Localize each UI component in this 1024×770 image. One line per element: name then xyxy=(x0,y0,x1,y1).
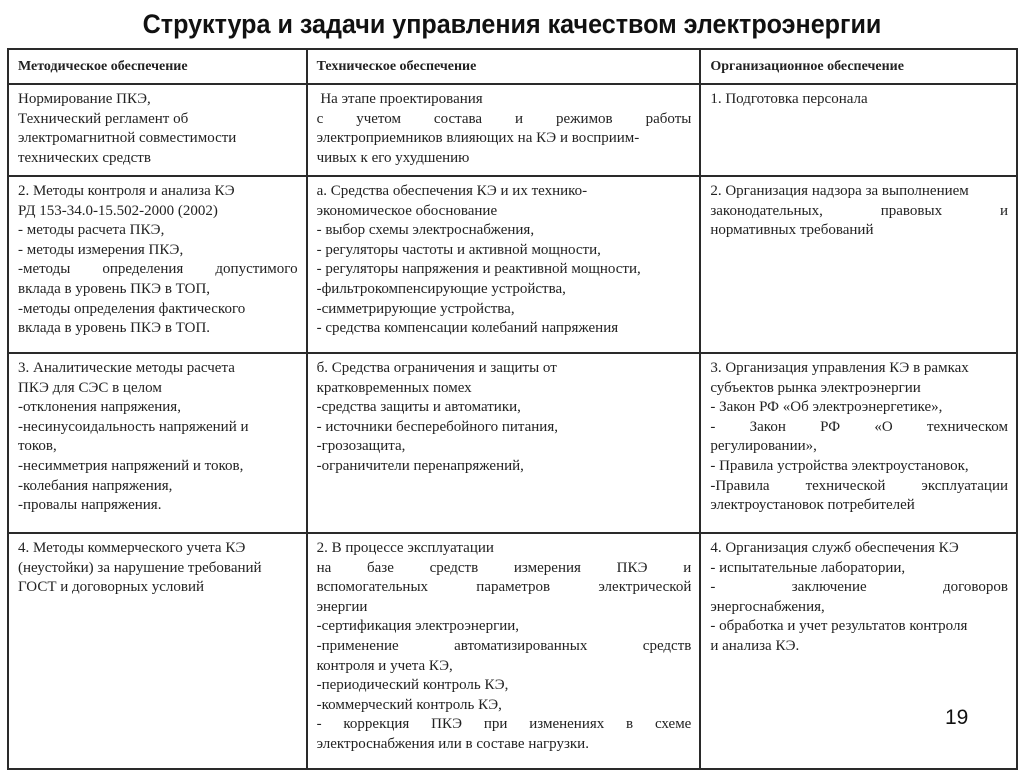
cell-line: ПКЭ для СЭС в целом xyxy=(18,379,162,396)
cell-line: - выбор схемы электроснабжения, xyxy=(316,222,535,239)
table-row xyxy=(8,176,1017,353)
header-label: Организационное обеспечение xyxy=(710,58,904,74)
cell-line: энергии xyxy=(316,598,368,615)
cell-line: 3. Аналитические методы расчета xyxy=(18,360,235,376)
cell-line: Технический регламент об xyxy=(18,110,189,127)
table-row xyxy=(8,84,1017,176)
page-number: 19 xyxy=(945,706,969,729)
cell-line: на базе средств измерения ПКЭ и xyxy=(316,559,692,576)
cell-line: 3. Организация управления КЭ в рамках xyxy=(710,360,969,376)
table-row xyxy=(8,533,1017,769)
header-label: Техническое обеспечение xyxy=(316,58,477,74)
cell-organizational xyxy=(700,84,1017,176)
cell-technical xyxy=(307,533,701,769)
cell-line: -грозозащита, xyxy=(316,438,406,455)
cell-line: регулировании», xyxy=(710,438,817,455)
cell-line: -средства защиты и автоматики, xyxy=(316,399,521,416)
cell-methodical xyxy=(8,84,307,176)
cell-line: б. Средства ограничения и защиты от xyxy=(316,360,557,376)
cell-line: вспомогательных параметров электрической xyxy=(316,579,692,596)
cell-line: -отклонения напряжения, xyxy=(18,399,181,416)
cell-line: - испытательные лаборатории, xyxy=(710,559,906,576)
cell-line: ГОСТ и договорных условий xyxy=(18,579,205,596)
cell-line: чивых к его ухудшению xyxy=(316,149,470,166)
cell-line: - регуляторы частоты и активной мощности, xyxy=(316,241,601,258)
cell-line: -применение автоматизированных средств xyxy=(316,637,692,654)
table-row xyxy=(8,353,1017,533)
cell-line: -несимметрия напряжений и токов, xyxy=(18,457,244,474)
cell-line: 4. Организация служб обеспечения КЭ xyxy=(710,540,959,556)
cell-line: РД 153-34.0-15.502-2000 (2002) xyxy=(18,202,218,219)
cell-line: - коррекция ПКЭ при изменениях в схеме xyxy=(316,716,692,733)
header-methodical xyxy=(8,49,307,84)
cell-organizational xyxy=(700,353,1017,533)
cell-line: - обработка и учет результатов контроля xyxy=(710,618,968,635)
cell-line: субъектов рынка электроэнергии xyxy=(710,379,921,396)
cell-line: -методы определения допустимого xyxy=(18,261,298,278)
cell-line: -коммерческий контроль КЭ, xyxy=(316,696,502,713)
cell-line: - источники бесперебойного питания, xyxy=(316,418,558,435)
cell-line: энергоснабжения, xyxy=(710,598,825,615)
header-technical xyxy=(307,49,701,84)
cell-line: кратковременных помех xyxy=(316,379,472,396)
cell-line: (неустойки) за нарушение требований xyxy=(18,559,262,576)
cell-line: токов, xyxy=(18,438,57,455)
cell-methodical xyxy=(8,353,307,533)
cell-line: электроустановок потребителей xyxy=(710,497,915,514)
cell-line: 2. Организация надзора за выполнением xyxy=(710,183,969,199)
cell-methodical xyxy=(8,176,307,353)
cell-organizational xyxy=(700,533,1017,769)
cell-line: -провалы напряжения. xyxy=(18,497,162,514)
table-header-row xyxy=(8,49,1017,84)
cell-line: электромагнитной совместимости xyxy=(18,130,237,147)
cell-line: На этапе проектирования xyxy=(316,91,483,107)
cell-technical xyxy=(307,84,701,176)
cell-line: - средства компенсации колебаний напряжения xyxy=(316,320,619,337)
cell-line: нормативных требований xyxy=(710,222,874,239)
cell-line: - регуляторы напряжения и реактивной мощности, xyxy=(316,261,641,278)
cell-line: 1. Подготовка персонала xyxy=(710,91,868,107)
cell-line: электроприемников влияющих на КЭ и восприим- xyxy=(316,130,640,147)
cell-line: вклада в уровень ПКЭ в ТОП, xyxy=(18,280,211,297)
header-label: Методическое обеспечение xyxy=(18,58,188,74)
cell-line: -ограничители перенапряжений, xyxy=(316,457,524,474)
cell-line: -сертификация электроэнергии, xyxy=(316,618,520,635)
cell-line: Нормирование ПКЭ, xyxy=(18,91,151,107)
cell-line: 2. В процессе эксплуатации xyxy=(316,540,494,556)
cell-line: 2. Методы контроля и анализа КЭ xyxy=(18,183,235,199)
cell-line: - Правила устройства электроустановок, xyxy=(710,457,969,474)
cell-line: электроснабжения или в составе нагрузки. xyxy=(316,735,589,752)
quality-structure-table xyxy=(7,48,1018,770)
cell-line: - Закон РФ «О техническом xyxy=(710,418,1008,435)
cell-methodical xyxy=(8,533,307,769)
cell-line: - заключение договоров xyxy=(710,579,1008,596)
header-organizational xyxy=(700,49,1017,84)
cell-line: -периодический контроль КЭ, xyxy=(316,677,509,694)
cell-line: 4. Методы коммерческого учета КЭ xyxy=(18,540,246,556)
cell-line: -симметрирующие устройства, xyxy=(316,300,515,317)
cell-line: и анализа КЭ. xyxy=(710,637,800,654)
cell-technical xyxy=(307,353,701,533)
cell-line: а. Средства обеспечения КЭ и их технико- xyxy=(316,183,588,199)
cell-line: -фильтрокомпенсирующие устройства, xyxy=(316,280,566,297)
cell-organizational xyxy=(700,176,1017,353)
cell-line: законодательных, правовых и xyxy=(710,202,1008,219)
cell-technical xyxy=(307,176,701,353)
cell-line: технических средств xyxy=(18,149,151,166)
cell-line: экономическое обоснование xyxy=(316,202,498,219)
cell-line: с учетом состава и режимов работы xyxy=(316,110,692,127)
cell-line: - Закон РФ «Об электроэнергетике», xyxy=(710,399,943,416)
cell-line: -Правила технической эксплуатации xyxy=(710,477,1008,494)
cell-line: -несинусоидальность напряжений и xyxy=(18,418,249,435)
cell-line: - методы измерения ПКЭ, xyxy=(18,241,184,258)
cell-line: контроля и учета КЭ, xyxy=(316,657,453,674)
cell-line: -методы определения фактического xyxy=(18,300,246,317)
slide-title: Структура и задачи управления качеством электроэнергии xyxy=(142,9,882,39)
cell-line: - методы расчета ПКЭ, xyxy=(18,222,165,239)
cell-line: вклада в уровень ПКЭ в ТОП. xyxy=(18,320,211,337)
cell-line: -колебания напряжения, xyxy=(18,477,173,494)
